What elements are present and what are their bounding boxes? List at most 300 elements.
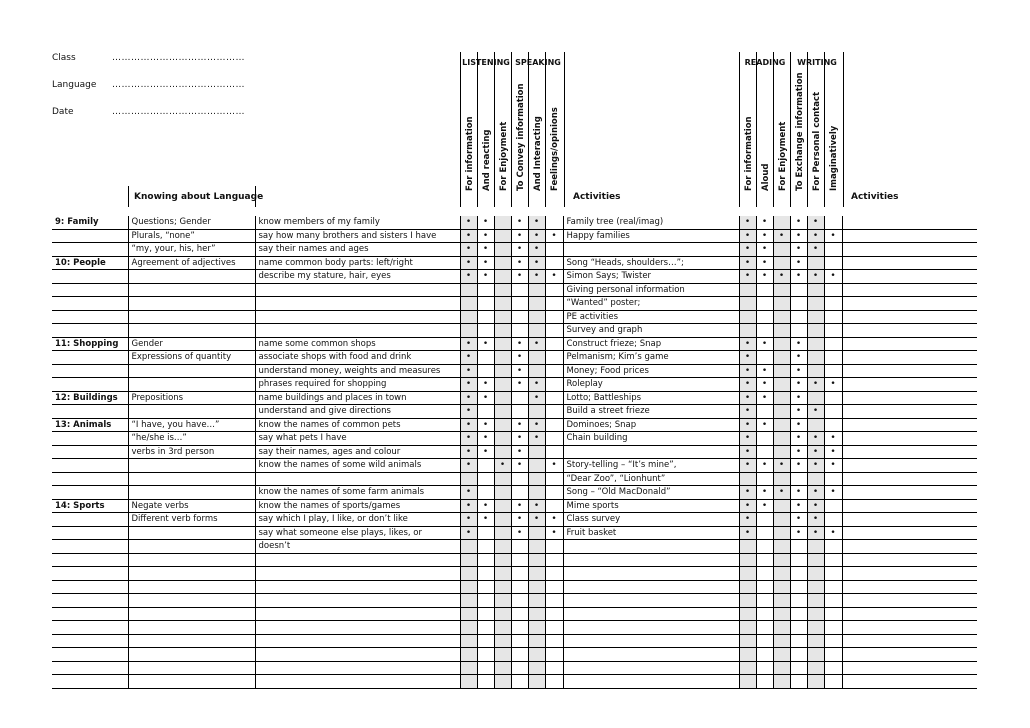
topic-cell (52, 229, 128, 243)
knowing-cell (128, 364, 255, 378)
ls-mark-cell (528, 526, 545, 540)
bullet-mark: • (465, 460, 472, 471)
bullet-mark: • (533, 514, 540, 525)
rw-mark-cell (756, 229, 773, 243)
rw-mark-cell (824, 391, 842, 405)
ls-mark-cell (545, 351, 563, 365)
rw-mark-cell (773, 621, 790, 635)
topic-cell (52, 459, 128, 473)
activity-cell: Giving personal information (563, 283, 739, 297)
table-row (52, 486, 977, 500)
ls-mark-cell (511, 459, 528, 473)
bullet-mark: • (516, 379, 523, 390)
table-row (52, 594, 977, 608)
rw-mark-cell (756, 675, 773, 689)
rw-mark-cell (790, 621, 807, 635)
ls-mark-cell (460, 324, 477, 338)
ls-mark-cell (545, 337, 563, 351)
rw-mark-cell (807, 364, 824, 378)
rw-mark-cell (773, 432, 790, 446)
knowing-cell (128, 594, 255, 608)
ls-mark-cell (460, 621, 477, 635)
activity-cell: Chain building (563, 432, 739, 446)
rw-mark-cell (790, 499, 807, 513)
ls-mark-cell (511, 216, 528, 229)
ls-mark-cell (477, 607, 494, 621)
ls-mark-cell (528, 351, 545, 365)
bullet-mark: • (744, 527, 751, 538)
rw-mark-cell (790, 553, 807, 567)
ls-mark-cell (494, 283, 511, 297)
knowing-header: Knowing about Language (134, 192, 264, 202)
bullet-mark: • (795, 365, 802, 376)
rw-mark-cell (790, 405, 807, 419)
rw-mark-cell (790, 540, 807, 554)
rw-mark-cell (739, 405, 756, 419)
rw-mark-cell (790, 513, 807, 527)
rw-mark-cell (807, 432, 824, 446)
skill-cell: phrases required for shopping (255, 378, 460, 392)
bullet-mark: • (761, 379, 768, 390)
ls-mark-cell (511, 432, 528, 446)
ls-mark-cell (545, 243, 563, 257)
table-row (52, 648, 977, 662)
ls-mark-cell (477, 513, 494, 527)
rw-mark-cell (756, 324, 773, 338)
activity-cell (563, 621, 739, 635)
skill-cell (255, 621, 460, 635)
bullet-mark: • (795, 433, 802, 444)
table-row (52, 526, 977, 540)
rw-mark-cell (739, 310, 756, 324)
activities-2-cell (842, 526, 977, 540)
ls-mark-cell (494, 486, 511, 500)
bullet-mark: • (744, 257, 751, 268)
rw-mark-cell (790, 661, 807, 675)
knowing-cell (128, 675, 255, 689)
rw-mark-cell (773, 337, 790, 351)
knowing-cell (128, 526, 255, 540)
ls-mark-cell (477, 621, 494, 635)
skill-cell (255, 283, 460, 297)
activity-cell: Survey and graph (563, 324, 739, 338)
activity-cell (563, 661, 739, 675)
bullet-mark: • (744, 352, 751, 363)
activities-2-cell (842, 297, 977, 311)
class-field[interactable]: …………………………………… (112, 53, 245, 63)
rw-mark-cell (756, 243, 773, 257)
rw-mark-cell (773, 472, 790, 486)
rw-mark-cell (756, 499, 773, 513)
bullet-mark: • (795, 392, 802, 403)
rw-mark-cell (790, 486, 807, 500)
rw-col-header (807, 52, 825, 207)
knowing-cell: Negate verbs (128, 499, 255, 513)
knowing-cell (128, 459, 255, 473)
date-field[interactable]: …………………………………… (112, 107, 245, 117)
ls-mark-cell (528, 378, 545, 392)
bullet-mark: • (533, 217, 540, 228)
ls-mark-cell (511, 364, 528, 378)
rw-mark-cell (790, 391, 807, 405)
ls-mark-cell (511, 513, 528, 527)
bullet-mark: • (830, 527, 836, 538)
topic-cell (52, 283, 128, 297)
ls-mark-cell (460, 337, 477, 351)
ls-col-header (528, 52, 546, 207)
ls-mark-cell (545, 486, 563, 500)
skill-cell (255, 567, 460, 581)
rw-mark-cell (756, 270, 773, 284)
ls-mark-cell (494, 526, 511, 540)
rw-mark-cell (790, 580, 807, 594)
bullet-mark: • (830, 433, 836, 444)
activity-cell: Story-telling – “It’s mine”, (563, 459, 739, 473)
ls-mark-cell (528, 337, 545, 351)
topic-cell (52, 243, 128, 257)
ls-mark-cell (477, 661, 494, 675)
table-row (52, 310, 977, 324)
ls-mark-cell (545, 459, 563, 473)
rw-mark-cell (739, 351, 756, 365)
bullet-mark: • (465, 230, 472, 241)
class-label: Class (52, 53, 76, 63)
ls-mark-cell (460, 229, 477, 243)
rw-mark-cell (790, 283, 807, 297)
rw-mark-cell (739, 243, 756, 257)
bullet-mark: • (761, 244, 768, 255)
knowing-cell (128, 621, 255, 635)
rw-mark-cell (773, 243, 790, 257)
rw-mark-cell (756, 513, 773, 527)
rw-mark-cell (773, 661, 790, 675)
topic-cell: 9: Family (52, 216, 128, 229)
bullet-mark: • (516, 230, 523, 241)
bullet-mark: • (744, 244, 751, 255)
rw-mark-cell (824, 499, 842, 513)
ls-mark-cell (494, 567, 511, 581)
ls-mark-cell (511, 540, 528, 554)
rw-mark-cell (739, 580, 756, 594)
activity-cell: Class survey (563, 513, 739, 527)
bullet-mark: • (830, 446, 836, 457)
activity-cell: Construct frieze; Snap (563, 337, 739, 351)
bullet-mark: • (744, 271, 751, 282)
skill-cell (255, 324, 460, 338)
topic-cell (52, 364, 128, 378)
rw-mark-cell (773, 229, 790, 243)
bullet-mark: • (744, 406, 751, 417)
ls-mark-cell (511, 351, 528, 365)
ls-mark-cell (494, 391, 511, 405)
ls-mark-cell (494, 432, 511, 446)
activity-cell: Family tree (real/imag) (563, 216, 739, 229)
ls-mark-cell (477, 526, 494, 540)
topic-cell (52, 486, 128, 500)
rw-mark-cell (739, 229, 756, 243)
ls-mark-cell (545, 324, 563, 338)
ls-mark-cell (477, 553, 494, 567)
ls-mark-cell (477, 634, 494, 648)
bullet-mark: • (778, 460, 785, 471)
bullet-mark: • (516, 217, 523, 228)
rw-mark-cell (756, 607, 773, 621)
bullet-mark: • (465, 500, 472, 511)
ls-mark-cell (477, 391, 494, 405)
knowing-cell (128, 297, 255, 311)
knowing-cell (128, 310, 255, 324)
rw-mark-cell (790, 418, 807, 432)
ls-mark-cell (460, 634, 477, 648)
bullet-mark: • (482, 230, 489, 241)
rw-mark-cell (824, 675, 842, 689)
bullet-mark: • (533, 271, 540, 282)
rw-mark-cell (807, 675, 824, 689)
rw-mark-cell (739, 324, 756, 338)
ls-mark-cell (494, 297, 511, 311)
rw-col-label: To Exchange information (794, 72, 805, 191)
activities-2-cell (842, 391, 977, 405)
rw-mark-cell (773, 486, 790, 500)
rw-mark-cell (807, 270, 824, 284)
rw-mark-cell (824, 648, 842, 662)
activities-2-cell (842, 472, 977, 486)
activity-cell: Song – “Old MacDonald” (563, 486, 739, 500)
rw-mark-cell (739, 418, 756, 432)
bullet-mark: • (795, 500, 802, 511)
rw-col-header (756, 52, 774, 207)
bullet-mark: • (465, 392, 472, 403)
rw-mark-cell (807, 661, 824, 675)
rw-mark-cell (807, 229, 824, 243)
bullet-mark: • (761, 392, 768, 403)
bullet-mark: • (812, 527, 819, 538)
bullet-mark: • (812, 406, 819, 417)
ls-col-header (494, 52, 512, 207)
rw-mark-cell (739, 607, 756, 621)
rw-mark-cell (824, 229, 842, 243)
rw-mark-cell (739, 621, 756, 635)
skill-cell: say which I play, I like, or don’t like (255, 513, 460, 527)
rw-col-label: Aloud (760, 163, 771, 191)
ls-mark-cell (545, 513, 563, 527)
knowing-cell: verbs in 3rd person (128, 445, 255, 459)
ls-mark-cell (460, 270, 477, 284)
activities-2-cell (842, 540, 977, 554)
date-label: Date (52, 107, 74, 117)
skill-cell (255, 310, 460, 324)
ls-mark-cell (460, 607, 477, 621)
knowing-cell: Plurals, “none” (128, 229, 255, 243)
ls-mark-cell (511, 499, 528, 513)
ls-mark-cell (528, 216, 545, 229)
ls-mark-cell (528, 472, 545, 486)
rw-mark-cell (756, 405, 773, 419)
bullet-mark: • (761, 365, 768, 376)
bullet-mark: • (533, 379, 540, 390)
knowing-cell: “he/she is…” (128, 432, 255, 446)
topic-cell (52, 621, 128, 635)
ls-mark-cell (528, 256, 545, 270)
reading-heading: READING (744, 58, 786, 67)
bullet-mark: • (812, 230, 819, 241)
ls-mark-cell (460, 594, 477, 608)
activity-cell: Lotto; Battleships (563, 391, 739, 405)
ls-mark-cell (511, 310, 528, 324)
ls-mark-cell (528, 621, 545, 635)
ls-mark-cell (528, 580, 545, 594)
ls-mark-cell (511, 324, 528, 338)
rw-mark-cell (807, 391, 824, 405)
ls-mark-cell (494, 661, 511, 675)
ls-col-header (511, 52, 529, 207)
rw-mark-cell (739, 297, 756, 311)
rw-mark-cell (773, 391, 790, 405)
rw-mark-cell (824, 486, 842, 500)
bullet-mark: • (744, 230, 751, 241)
ls-mark-cell (511, 526, 528, 540)
ls-mark-cell (477, 283, 494, 297)
skill-cell: know the names of some farm animals (255, 486, 460, 500)
rw-mark-cell (773, 256, 790, 270)
rw-mark-cell (824, 526, 842, 540)
activities-2-cell (842, 364, 977, 378)
rw-mark-cell (739, 391, 756, 405)
listening-heading: LISTENING (462, 58, 510, 67)
rw-mark-cell (807, 405, 824, 419)
ls-mark-cell (511, 270, 528, 284)
rw-mark-cell (807, 337, 824, 351)
rw-mark-cell (756, 418, 773, 432)
rw-mark-cell (756, 283, 773, 297)
rw-mark-cell (790, 216, 807, 229)
rw-mark-cell (807, 324, 824, 338)
table-row (52, 418, 977, 432)
topic-cell: 12: Buildings (52, 391, 128, 405)
ls-mark-cell (528, 553, 545, 567)
activity-cell: Pelmanism; Kim’s game (563, 351, 739, 365)
bullet-mark: • (812, 514, 819, 525)
rw-mark-cell (739, 445, 756, 459)
rw-mark-cell (773, 270, 790, 284)
ls-mark-cell (477, 580, 494, 594)
activity-cell (563, 445, 739, 459)
speaking-heading: SPEAKING (515, 58, 561, 67)
ls-mark-cell (477, 459, 494, 473)
table-row (52, 499, 977, 513)
activities-2-cell (842, 432, 977, 446)
ls-mark-cell (494, 216, 511, 229)
bullet-mark: • (533, 392, 540, 403)
table-row (52, 580, 977, 594)
rw-mark-cell (739, 432, 756, 446)
bullet-mark: • (761, 460, 768, 471)
rw-mark-cell (773, 459, 790, 473)
activities-2-cell (842, 607, 977, 621)
bullet-mark: • (465, 379, 472, 390)
activity-cell: PE activities (563, 310, 739, 324)
ls-mark-cell (528, 229, 545, 243)
rw-mark-cell (773, 580, 790, 594)
bullet-mark: • (830, 230, 836, 241)
rw-mark-cell (756, 594, 773, 608)
ls-mark-cell (545, 526, 563, 540)
bullet-mark: • (482, 244, 489, 255)
rw-mark-cell (739, 567, 756, 581)
rw-mark-cell (773, 364, 790, 378)
rw-mark-cell (773, 675, 790, 689)
rw-mark-cell (824, 661, 842, 675)
rw-mark-cell (790, 378, 807, 392)
activity-cell: Money; Food prices (563, 364, 739, 378)
skill-cell: say how many brothers and sisters I have (255, 229, 460, 243)
ls-mark-cell (494, 540, 511, 554)
topic-cell (52, 553, 128, 567)
table-row (52, 445, 977, 459)
ls-mark-cell (528, 634, 545, 648)
activity-cell (563, 243, 739, 257)
ls-mark-cell (460, 472, 477, 486)
rw-mark-cell (773, 567, 790, 581)
rw-mark-cell (807, 567, 824, 581)
rw-col-header (824, 52, 844, 207)
ls-mark-cell (511, 243, 528, 257)
bullet-mark: • (551, 527, 557, 538)
rw-mark-cell (824, 337, 842, 351)
activities-header: Activities (573, 192, 621, 202)
knowing-cell (128, 567, 255, 581)
rw-mark-cell (824, 243, 842, 257)
rw-mark-cell (824, 567, 842, 581)
bullet-mark: • (761, 338, 768, 349)
language-field[interactable]: …………………………………… (112, 80, 245, 90)
bullet-mark: • (761, 230, 768, 241)
ls-mark-cell (545, 405, 563, 419)
ls-mark-cell (545, 675, 563, 689)
activities-2-cell (842, 634, 977, 648)
rw-mark-cell (739, 337, 756, 351)
table-row (52, 405, 977, 419)
knowing-header-box (128, 186, 256, 207)
topic-cell (52, 607, 128, 621)
bullet-mark: • (812, 460, 819, 471)
knowing-cell: “I have, you have…” (128, 418, 255, 432)
bullet-mark: • (482, 379, 489, 390)
rw-mark-cell (739, 634, 756, 648)
topic-cell (52, 432, 128, 446)
bullet-mark: • (795, 217, 802, 228)
rw-mark-cell (807, 634, 824, 648)
ls-mark-cell (511, 391, 528, 405)
rw-mark-cell (773, 351, 790, 365)
ls-mark-cell (494, 405, 511, 419)
bullet-mark: • (465, 352, 472, 363)
skill-cell (255, 648, 460, 662)
topic-cell (52, 526, 128, 540)
rw-mark-cell (790, 243, 807, 257)
ls-mark-cell (477, 297, 494, 311)
bullet-mark: • (533, 419, 540, 430)
rw-mark-cell (824, 459, 842, 473)
rw-mark-cell (824, 607, 842, 621)
skill-cell: say their names, ages and colour (255, 445, 460, 459)
rw-mark-cell (807, 526, 824, 540)
bullet-mark: • (482, 446, 489, 457)
rw-mark-cell (790, 634, 807, 648)
ls-mark-cell (494, 243, 511, 257)
rw-mark-cell (790, 324, 807, 338)
ls-col-label: For Enjoyment (498, 121, 509, 191)
